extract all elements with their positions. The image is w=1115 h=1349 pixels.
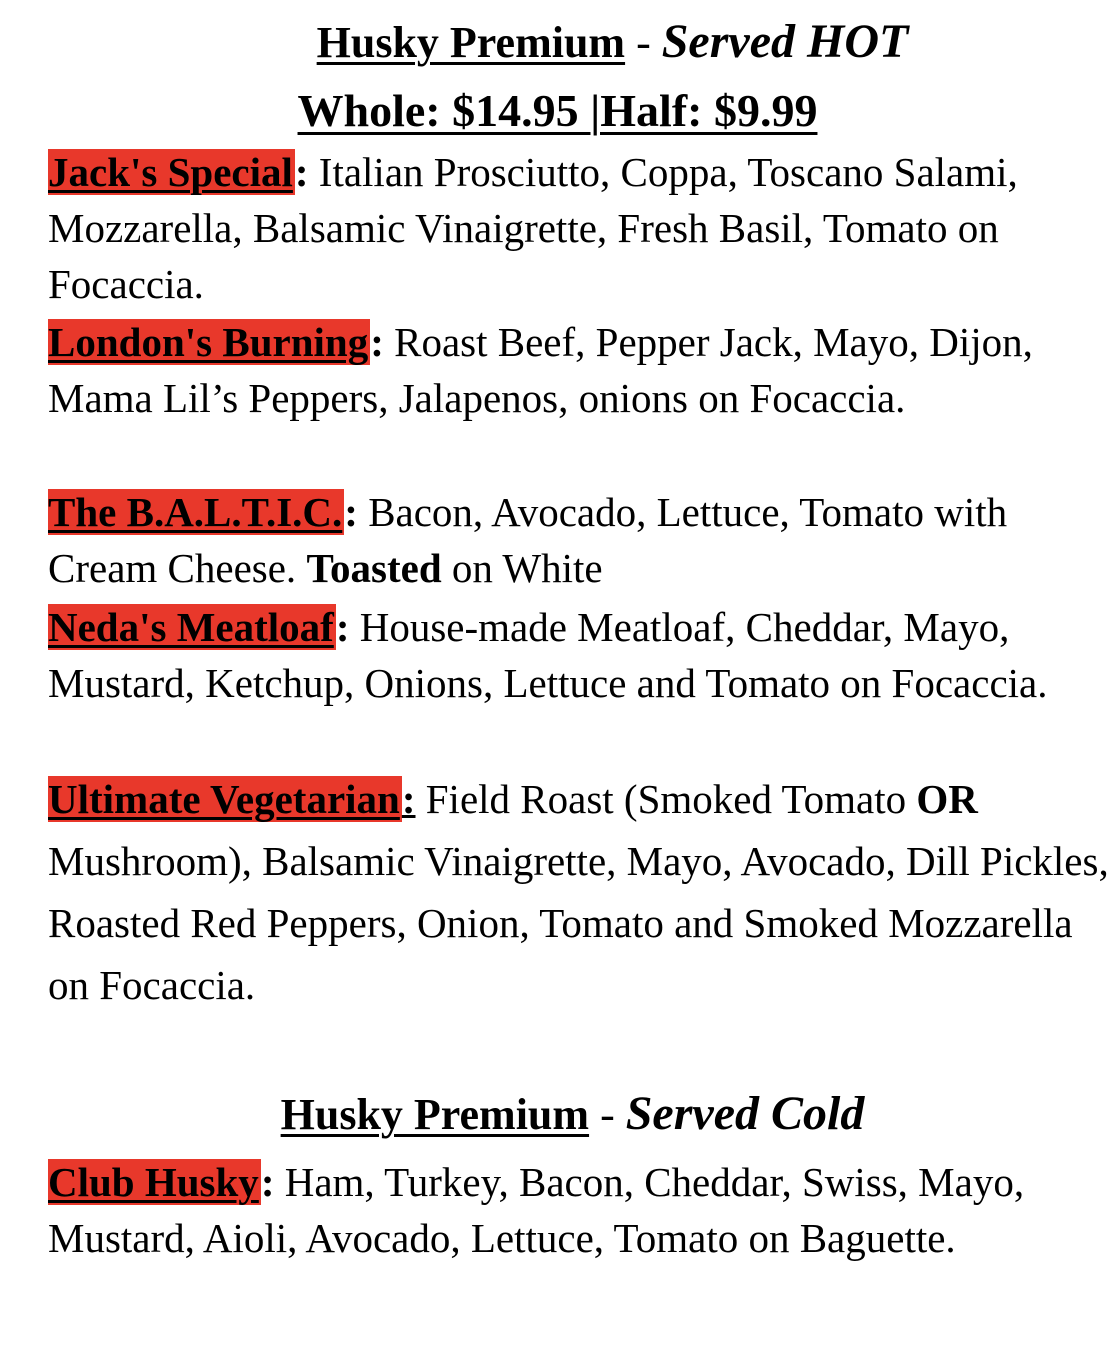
item-colon: : <box>370 319 384 365</box>
cold-section-heading <box>0 1088 1115 1141</box>
cold-section-brand: Husky Premium <box>280 1090 590 1139</box>
item-name: The B.A.L.T.I.C. <box>48 489 343 535</box>
hot-section-brand: Husky Premium <box>316 18 626 67</box>
item-description-emphasis: OR <box>916 776 978 822</box>
hot-section-heading <box>0 16 1115 69</box>
hot-section-serve: Served HOT <box>661 15 909 68</box>
item-description: Mushroom), Balsamic Vinaigrette, Mayo, Avocado, Dill Pickles, Roasted Red Peppers, Onion, Tomato and Smoked Mozzarella on Focaccia. <box>48 838 1109 1008</box>
item-colon: : <box>401 776 416 822</box>
cold-section-separator: - <box>589 1090 626 1139</box>
item-description: on White <box>441 545 603 591</box>
item-name: Club Husky <box>48 1159 259 1205</box>
menu-item-ultimate-vegetarian <box>48 768 1110 1016</box>
item-description: Italian Prosciutto, Coppa, Toscano Salami, Mozzarella, Balsamic Vinaigrette, Fresh Basil, Tomato on Focaccia. <box>48 149 1018 307</box>
item-description: Field Roast (Smoked Tomato <box>415 776 917 822</box>
menu-item-nedas-meatloaf <box>48 599 1110 711</box>
item-name: Neda's Meatloaf <box>48 604 334 650</box>
item-description: Bacon, Avocado, Lettuce, Tomato with Cream Cheese. <box>48 489 1008 591</box>
menu-item-club-husky <box>48 1154 1110 1266</box>
item-name: Ultimate Vegetarian <box>48 776 400 822</box>
item-colon: : <box>260 1159 275 1205</box>
item-colon: : <box>344 489 358 535</box>
item-description: House-made Meatloaf, Cheddar, Mayo, Mustard, Ketchup, Onions, Lettuce and Tomato on Focaccia. <box>48 604 1048 706</box>
menu-item-jacks-special <box>48 144 1110 312</box>
menu-item-the-baltic <box>48 484 1110 596</box>
menu-item-londons-burning <box>48 314 1110 426</box>
item-description: Ham, Turkey, Bacon, Cheddar, Swiss, Mayo, Mustard, Aioli, Avocado, Lettuce, Tomato on Baguette. <box>48 1159 1025 1261</box>
item-description: Roast Beef, Pepper Jack, Mayo, Dijon, Mama Lil’s Peppers, Jalapenos, onions on Focaccia. <box>48 319 1033 421</box>
hot-section-separator: - <box>625 18 662 67</box>
item-colon: : <box>294 149 309 195</box>
item-description-emphasis: Toasted <box>306 545 442 591</box>
cold-section-serve: Served Cold <box>625 1087 865 1140</box>
item-name: London's Burning <box>48 319 369 365</box>
price-line: Whole: $14.95 |Half: $9.99 <box>297 85 818 136</box>
item-name: Jack's Special <box>48 149 293 195</box>
item-colon: : <box>335 604 350 650</box>
